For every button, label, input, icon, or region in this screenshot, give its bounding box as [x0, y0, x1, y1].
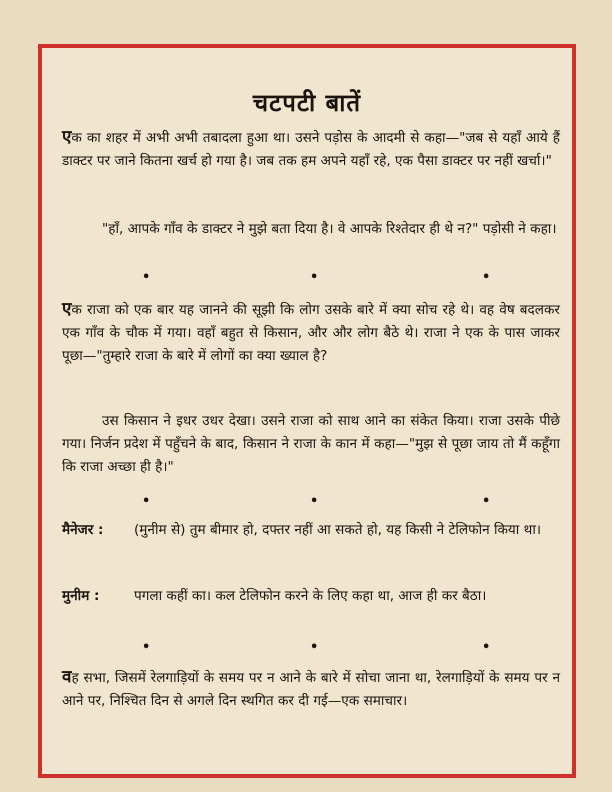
drop-initial: व: [62, 667, 72, 687]
speech-text: पगला कहीं का। कल टेलिफोन करने के लिए कहा था, आज ही कर बैठा।: [134, 588, 487, 604]
separator-dot: •: [310, 494, 319, 509]
separator-3: [42, 640, 572, 660]
joke-2-text: क राजा को एक बार यह जानने की सूझी कि लोग उसके बारे में क्या सोच रहे थे। वह वेष बदलकर एक गाँव के चौक में गया। वहाँ बहुत से किसान, और और लोग बैठे थे। राजा ने एक के पास जाकर पूछा—"तुम्हारे राजा के बारे में लोगों का क्या ख्याल है?: [62, 302, 560, 364]
speaker-label: मैनेजर :: [62, 522, 104, 538]
drop-initial: ए: [62, 127, 72, 147]
separator-2: [42, 494, 572, 514]
separator-dot: •: [482, 640, 491, 655]
speech-text: (मुनीम से) तुम बीमार हो, दफ्तर नहीं आ सकते हो, यह किसी ने टेलिफोन किया था।: [134, 522, 542, 538]
separator-dot: •: [310, 270, 319, 285]
news-paragraph: [62, 666, 560, 713]
joke-2-paragraph: [62, 298, 560, 368]
dialogue-munim: [62, 584, 560, 608]
separator-dot: •: [142, 640, 151, 655]
joke-1-paragraph: [62, 126, 560, 173]
joke-2-reply: उस किसान ने इधर उधर देखा। उसने राजा को साथ आने का संकेत किया। राजा उसके पीछे गया। निर्जन प्रदेश में पहुँचने के बाद, किसान ने राजा के कान में कहा—"मुझ से पूछा जाय तो मैं कहूँगा कि राजा अच्छा ही है।": [62, 413, 560, 475]
dialogue-manager: [62, 518, 560, 542]
page-border: [38, 44, 576, 778]
separator-dot: •: [142, 270, 151, 285]
separator-dot: •: [142, 494, 151, 509]
separator-dot: •: [482, 270, 491, 285]
joke-1-reply: "हाँ, आपके गाँव के डाक्टर ने मुझे बता दिया है। वे आपके रिश्तेदार ही थे न?" पड़ोसी ने कहा।: [102, 221, 557, 237]
drop-initial: ए: [62, 299, 72, 319]
page-title: चटपटी बातें: [252, 89, 362, 117]
news-text: ह सभा, जिसमें रेलगाड़ियों के समय पर न आने के बारे में सोचा जाना था, रेलगाड़ियों के समय पर न आने पर, निश्चित दिन से अगले दिन स्थगित कर दी गई—एक समाचार।: [62, 670, 560, 709]
separator-dot: •: [310, 640, 319, 655]
joke-1-text: क का शहर में अभी अभी तबादला हुआ था। उसने पड़ोस के आदमी से कहा—"जब से यहाँ आये हैं डाक्टर पर जाने कितना खर्च हो गया है। जब तक हम अपने यहाँ रहे, एक पैसा डाक्टर पर नहीं खर्चा।": [62, 130, 560, 169]
separator-dot: •: [482, 494, 491, 509]
speaker-label: मुनीम :: [62, 588, 100, 604]
separator-1: [42, 270, 572, 290]
